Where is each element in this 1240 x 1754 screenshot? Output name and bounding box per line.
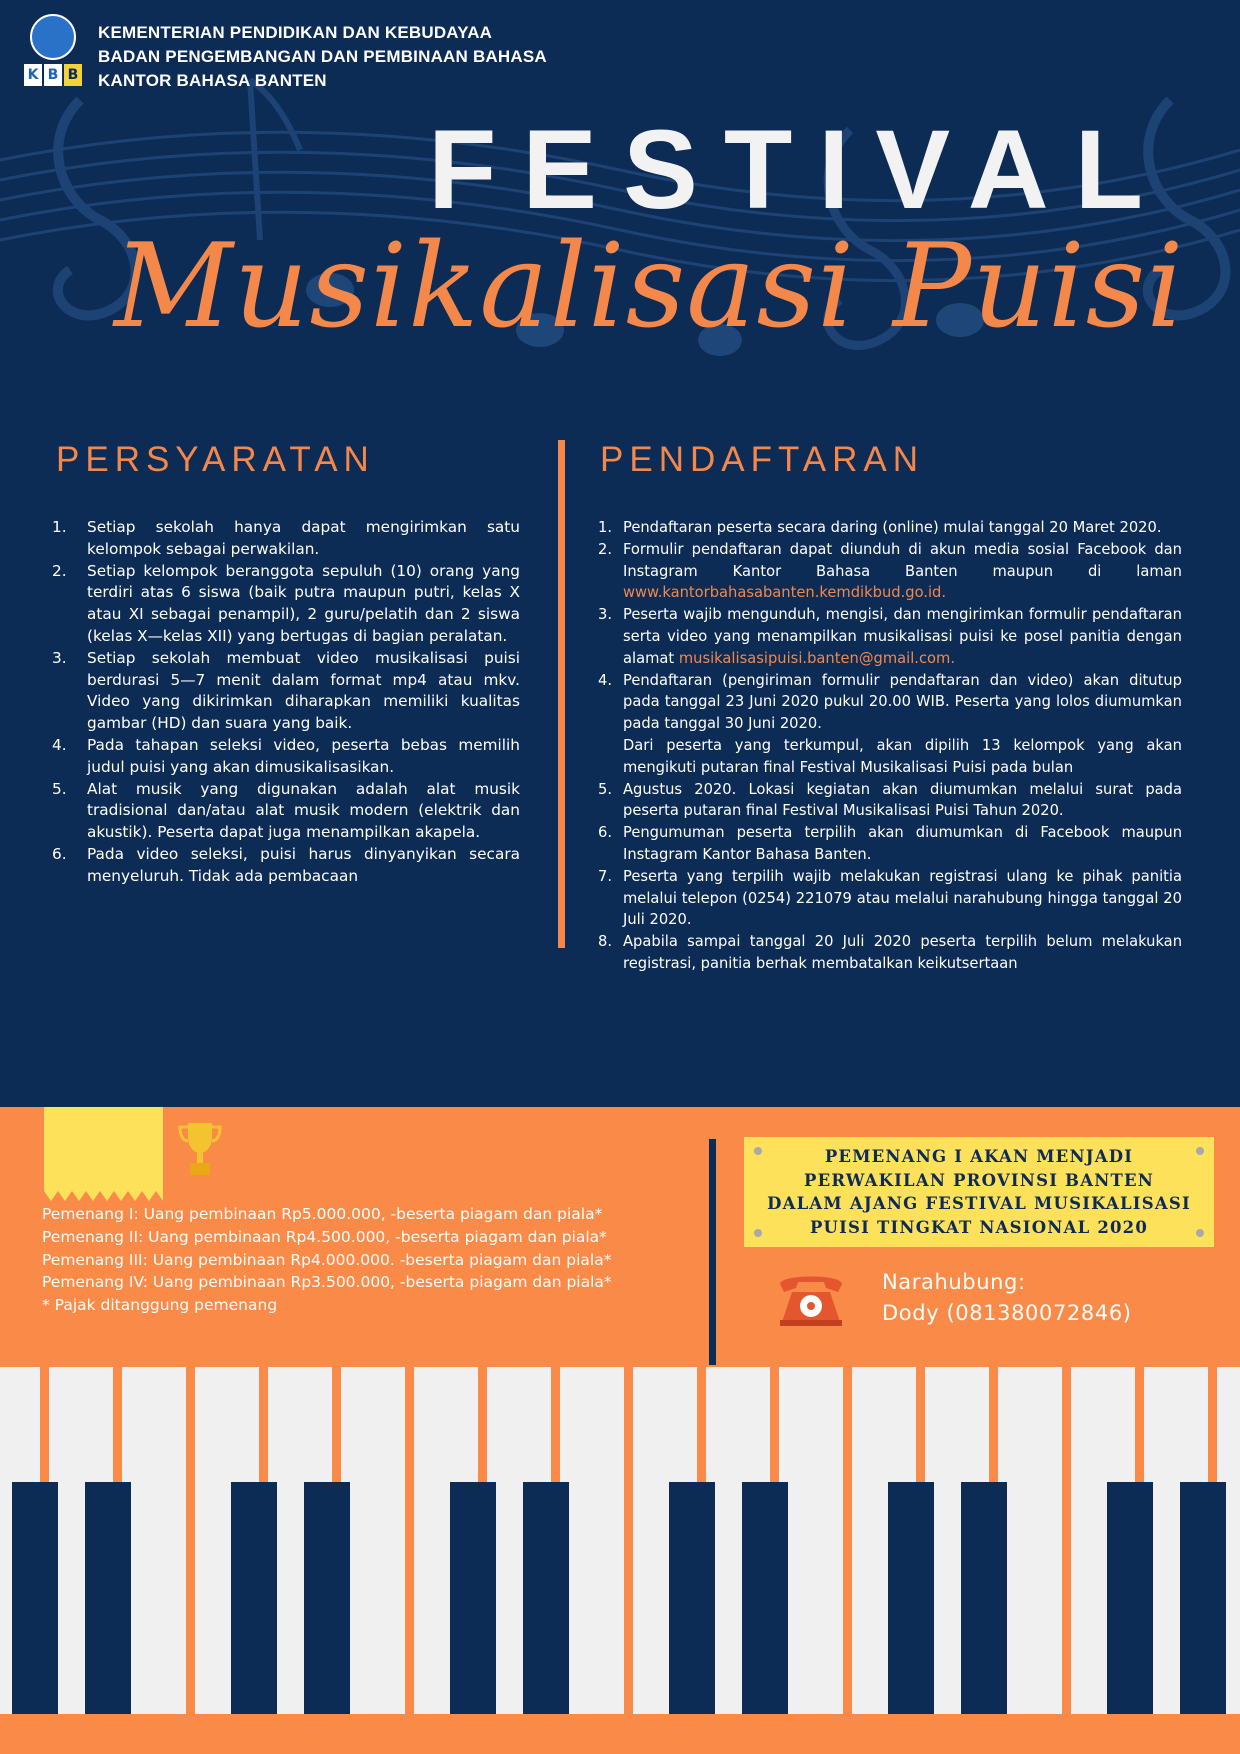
winner-notice-text: PEMENANG I AKAN MENJADI PERWAKILAN PROVINSI BANTEN DALAM AJANG FESTIVAL MUSIKALISASI PUISI TINGKAT NASIONAL 2020	[767, 1147, 1191, 1237]
piano-black-key	[12, 1482, 58, 1714]
requirements-heading: PERSYARATAN	[56, 440, 375, 479]
column-divider	[558, 440, 565, 948]
list-item: 6. Pada video seleksi, puisi harus dinyanyikan secara menyeluruh. Tidak ada pembacaan	[52, 844, 520, 885]
prize-line: Pemenang I: Uang pembinaan Rp5.000.000, -beserta piagam dan piala*	[42, 1205, 603, 1223]
ribbon-teeth	[44, 1191, 163, 1201]
registration-heading: PENDAFTARAN	[600, 440, 924, 479]
piano-black-key	[85, 1482, 131, 1714]
list-item: 6. Pengumuman peserta terpilih akan diumumkan di Facebook maupun Instagram Kantor Bahasa Banten.	[598, 824, 1182, 863]
piano-black-key	[1107, 1482, 1153, 1714]
list-item: 5. Alat musik yang digunakan adalah alat musik tradisional dan/atau alat musik modern (elektrik dan akustik). Peserta dapat juga menampilkan akapela.	[52, 779, 520, 842]
piano-black-key	[961, 1482, 1007, 1714]
registration-list	[598, 517, 1182, 975]
logo-letter-b1: B	[44, 64, 62, 86]
kbb-logo	[22, 14, 84, 90]
contact-value: Dody (081380072846)	[882, 1301, 1132, 1325]
trophy-icon	[176, 1119, 224, 1179]
prize-line: Pemenang II: Uang pembinaan Rp4.500.000, -beserta piagam dan piala*	[42, 1227, 607, 1246]
list-item: 7. Peserta yang terpilih wajib melakukan registrasi ulang ke pihak panitia melalui telepon (0254) 221079 atau melalui narahubung hingga tanggal 20 Juli 2020.	[598, 867, 1182, 929]
list-item: 3. Setiap sekolah membuat video musikalisasi puisi berdurasi 5—7 menit dalam format mp4 atau mkv. Video yang dikirimkan diharapkan memiliki kualitas gambar (HD) dan suara yang baik.	[52, 648, 520, 733]
winner-notice-plaque	[744, 1137, 1214, 1247]
piano-black-key	[888, 1482, 934, 1714]
prize-line: Pemenang III: Uang pembinaan Rp4.000.000. -beserta piagam dan piala*	[42, 1250, 612, 1269]
list-item: 2. Setiap kelompok beranggota sepuluh (10) orang yang terdiri atas 6 siswa (baik putra maupun putri, kelas X atau XI sebagai penampil), 2 guru/pelatih dan 2 siswa (kelas X—kelas XII) yang bertugas di bagian peralatan.	[52, 561, 520, 645]
prize-list	[42, 1203, 612, 1317]
requirements-list	[48, 517, 520, 888]
email-link[interactable]: musikalisasipuisi.banten@gmail.com.	[678, 649, 956, 667]
piano-black-key	[450, 1482, 496, 1714]
institution-line-3: KANTOR BAHASA BANTEN	[98, 71, 327, 90]
prize-line: Pemenang IV: Uang pembinaan Rp3.500.000, -beserta piagam dan piala*	[42, 1273, 612, 1292]
tut-wuri-handayani-emblem-icon	[30, 14, 76, 60]
rivet	[1196, 1147, 1204, 1155]
piano-black-key	[742, 1482, 788, 1714]
logo-letter-k: K	[24, 64, 42, 86]
list-item: 4. Pendaftaran (pengiriman formulir pendaftaran dan video) akan ditutup pada tanggal 23 Juni 2020 pukul 20.00 WIB. Peserta yang lolos diumumkan pada tanggal 30 Juni 2020.	[598, 671, 1182, 733]
title-festival: FESTIVAL	[428, 107, 1170, 232]
list-item: Dari peserta yang terkumpul, akan dipilih 13 kelompok yang akan mengikuti putaran final Festival Musikalisasi Puisi pada bulan	[623, 736, 1182, 776]
prize-footnote: * Pajak ditanggung pemenang	[42, 1296, 278, 1315]
list-item: 8. Apabila sampai tanggal 20 Juli 2020 peserta terpilih belum melakukan registrasi, panitia berhak membatalkan keikutsertaan	[598, 933, 1182, 972]
ribbon-banner	[44, 1107, 163, 1191]
institution-header	[22, 14, 547, 92]
piano-black-key	[523, 1482, 569, 1714]
institution-line-2: BADAN PENGEMBANGAN DAN PEMBINAAN BAHASA	[98, 47, 547, 66]
list-item: 5. Agustus 2020. Lokasi kegiatan akan diumumkan melalui surat pada peserta putaran final Festival Musikalisasi Puisi Tahun 2020.	[598, 780, 1182, 820]
piano-keyboard	[0, 1367, 1240, 1714]
list-item: 1. Setiap sekolah hanya dapat mengirimkan satu kelompok sebagai perwakilan.	[52, 518, 520, 558]
list-item: 2. Formulir pendaftaran dapat diunduh di akun media sosial Facebook dan Instagram Kantor Bahasa Banten maupun di laman www.kantorbahasabanten.kemdikbud.go.id.	[598, 540, 1182, 602]
prize-section	[0, 1107, 1240, 1367]
piano-black-key	[669, 1482, 715, 1714]
rivet	[1196, 1229, 1204, 1237]
piano-white-key	[998, 1367, 1062, 1714]
institution-lines	[98, 14, 547, 92]
prize-divider	[709, 1139, 716, 1365]
institution-line-1: KEMENTERIAN PENDIDIKAN DAN KEBUDAYAA	[98, 23, 493, 42]
piano-white-key	[122, 1367, 186, 1714]
logo-letter-b2: B	[64, 64, 82, 86]
piano-white-key	[341, 1367, 405, 1714]
piano-black-key	[231, 1482, 277, 1714]
rotary-phone-icon	[776, 1270, 846, 1328]
rivet	[754, 1229, 762, 1237]
contact-block	[882, 1267, 1132, 1329]
piano-black-key	[1180, 1482, 1226, 1714]
piano-white-key	[560, 1367, 624, 1714]
bottom-strip	[0, 1714, 1240, 1754]
list-item: 3. Peserta wajib mengunduh, mengisi, dan mengirimkan formulir pendaftaran serta video yang menampilkan musikalisasi puisi ke posel panitia dengan alamat musikalisasipuisi.banten@gmail.com.	[598, 606, 1182, 667]
logo-letters	[24, 64, 82, 86]
piano-white-key	[779, 1367, 843, 1714]
piano-black-key	[304, 1482, 350, 1714]
website-link[interactable]: www.kantorbahasabanten.kemdikbud.go.id.	[623, 584, 947, 602]
list-item: 1. Pendaftaran peserta secara daring (online) mulai tanggal 20 Maret 2020.	[598, 519, 1162, 536]
rivet	[754, 1147, 762, 1155]
title-musikalisasi-puisi: Musikalisasi Puisi	[114, 219, 1185, 354]
contact-label: Narahubung:	[882, 1270, 1026, 1294]
list-item: 4. Pada tahapan seleksi video, peserta bebas memilih judul puisi yang akan dimusikalisasikan.	[52, 735, 520, 776]
